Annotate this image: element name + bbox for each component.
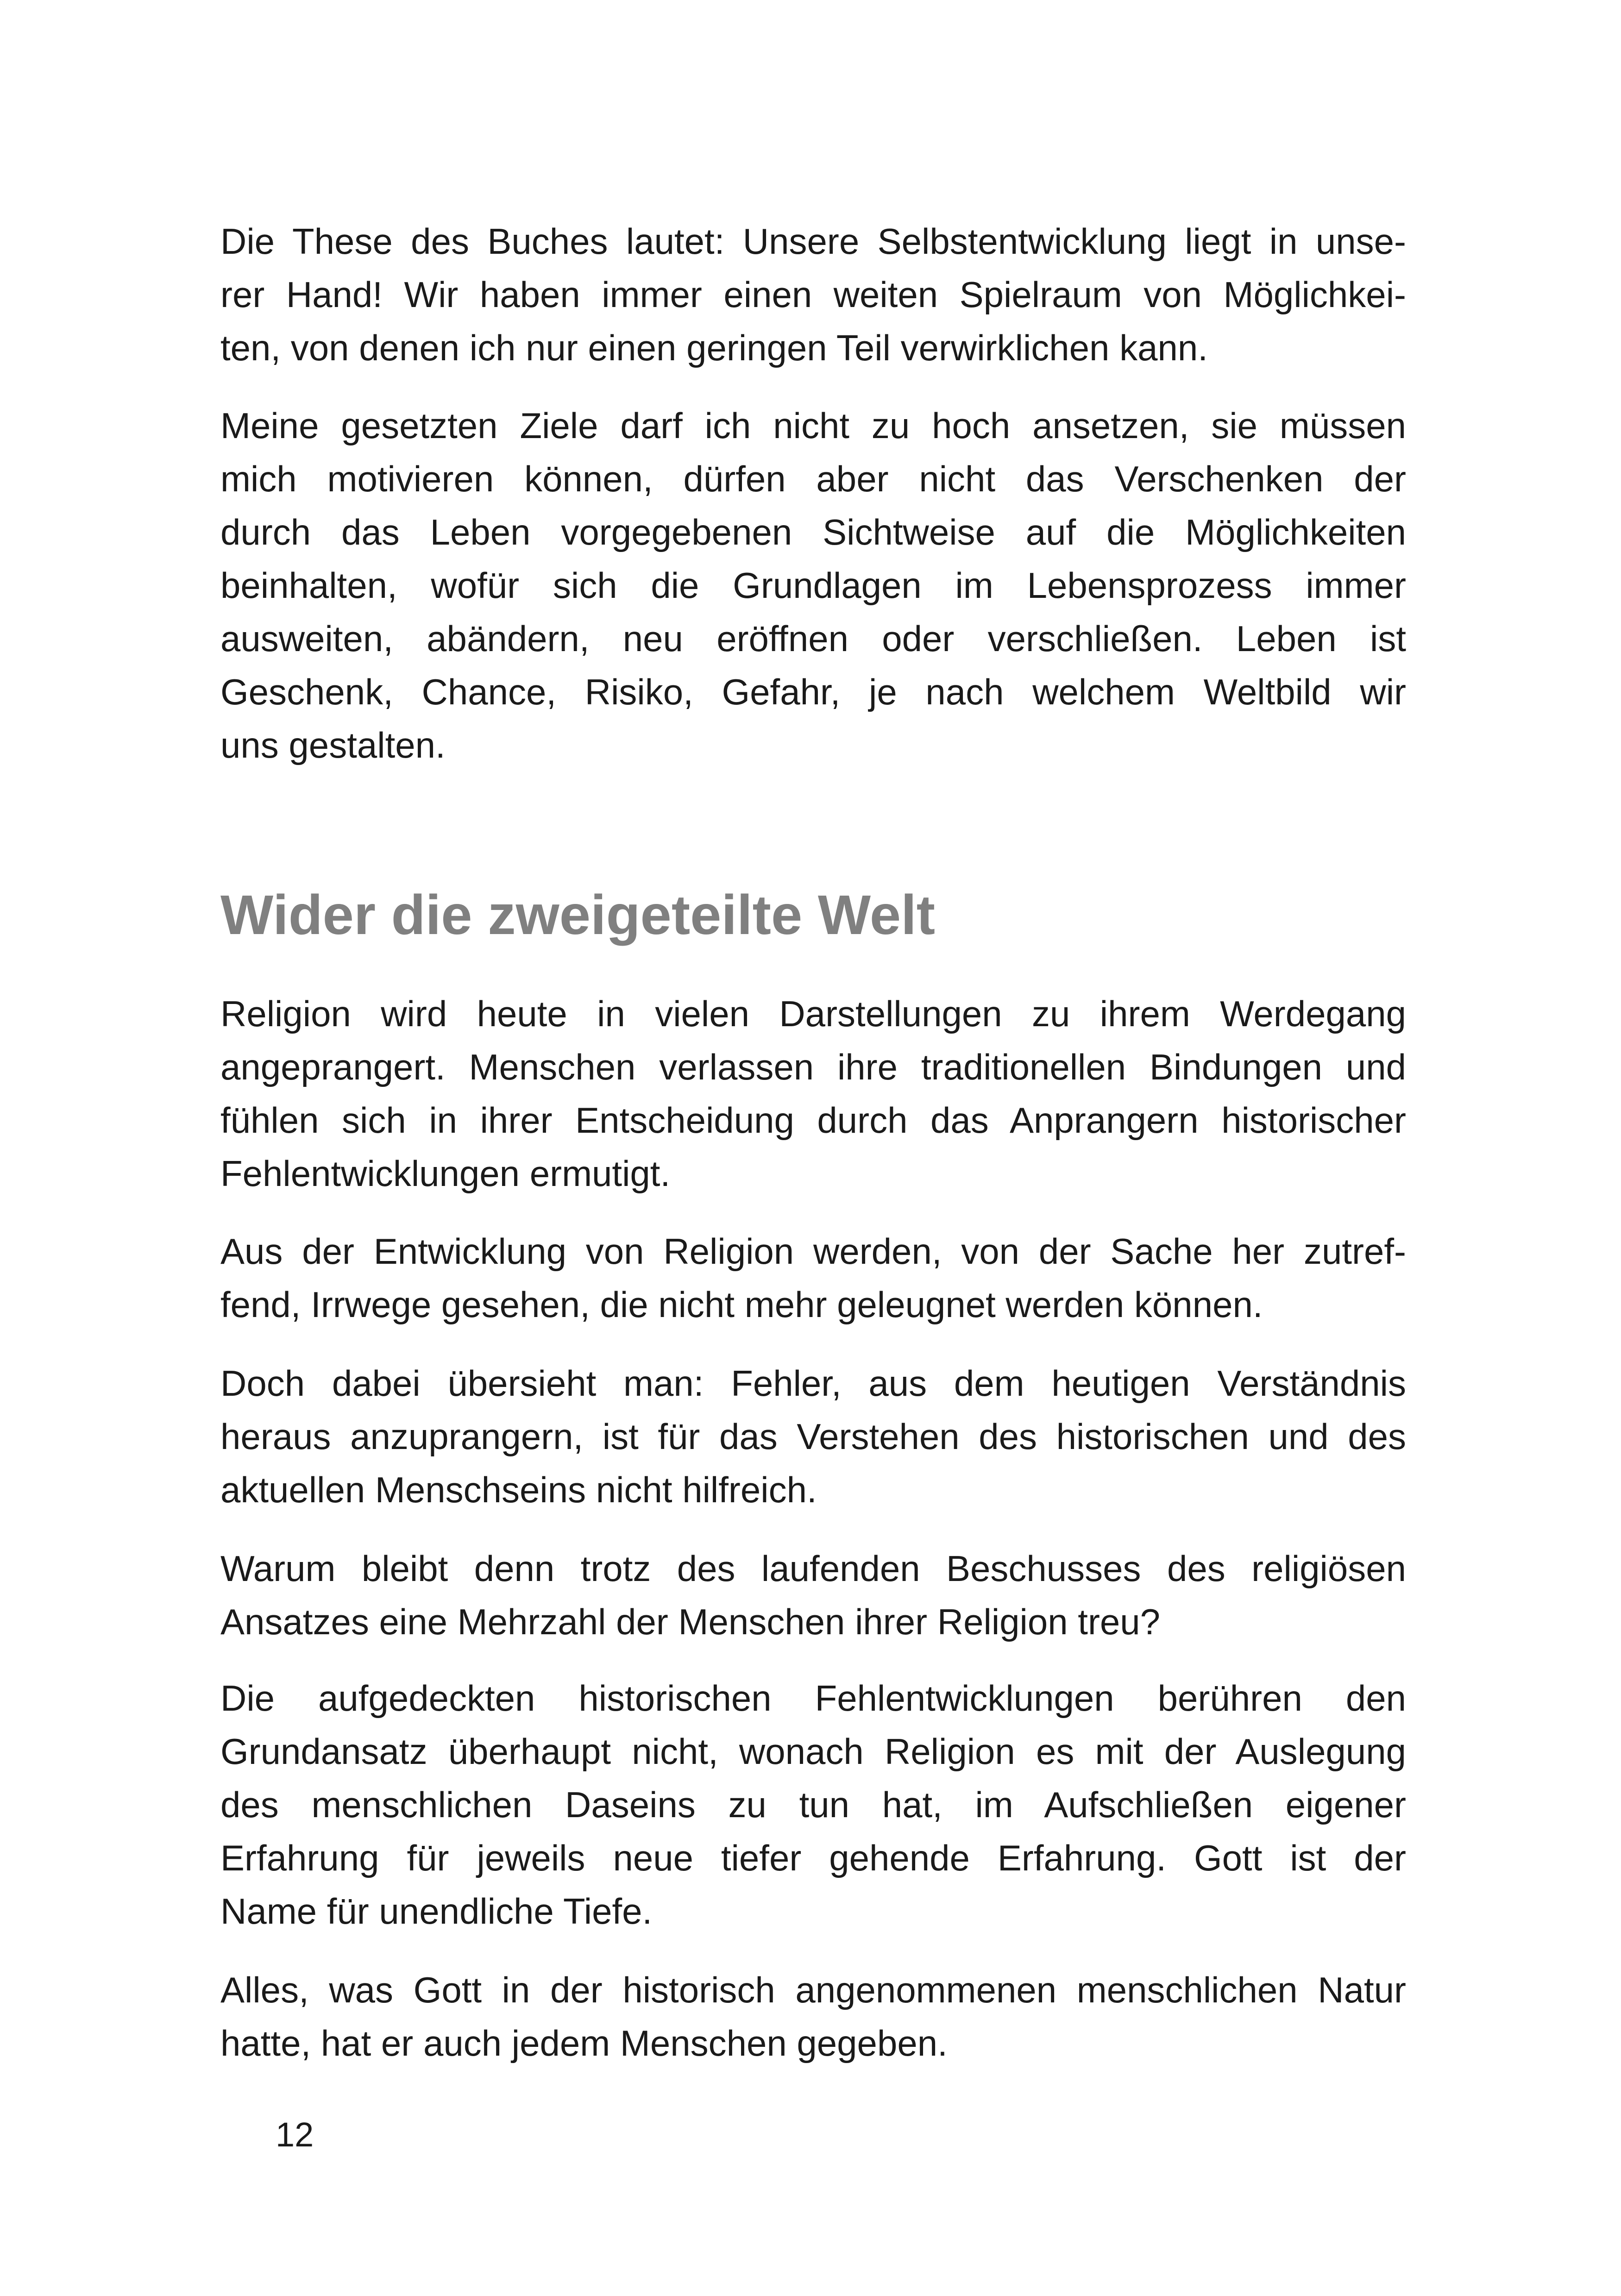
text-line: hatte, hat er auch jedem Menschen gegeben. xyxy=(220,2023,948,2064)
text-line: mich motivieren können, dürfen aber nicht das Verschenken der xyxy=(220,458,1406,499)
text-line: heraus anzuprangern, ist für das Verstehen des historischen und des xyxy=(220,1416,1406,1457)
section-paragraph-4 xyxy=(220,1542,1406,1649)
text-line: Grundansatz überhaupt nicht, wonach Religion es mit der Auslegung xyxy=(220,1731,1406,1772)
section-paragraph-6 xyxy=(220,1964,1406,2070)
text-line: durch das Leben vorgegebenen Sichtweise auf die Möglichkeiten xyxy=(220,512,1406,552)
text-line: rer Hand! Wir haben immer einen weiten Spielraum von Möglichkei- xyxy=(220,274,1406,315)
text-line: Meine gesetzten Ziele darf ich nicht zu hoch ansetzen, sie müssen xyxy=(220,405,1406,446)
intro-paragraph-1 xyxy=(220,215,1406,375)
text-line: Die These des Buches lautet: Unsere Selbstentwicklung liegt in unse- xyxy=(220,221,1406,262)
text-line: Name für unendliche Tiefe. xyxy=(220,1891,653,1932)
text-line: aktuellen Menschseins nicht hilfreich. xyxy=(220,1469,817,1510)
text-line: Religion wird heute in vielen Darstellungen zu ihrem Werdegang xyxy=(220,993,1406,1034)
text-line: Alles, was Gott in der historisch angenommenen menschlichen Natur xyxy=(220,1970,1406,2010)
text-line: beinhalten, wofür sich die Grundlagen im Lebensprozess immer xyxy=(220,565,1406,606)
text-line: Ansatzes eine Mehrzahl der Menschen ihrer Religion treu? xyxy=(220,1601,1161,1642)
section-paragraph-1 xyxy=(220,987,1406,1200)
text-line: Erfahrung für jeweils neue tiefer gehende Erfahrung. Gott ist der xyxy=(220,1838,1406,1878)
text-line: des menschlichen Daseins zu tun hat, im Aufschließen eigener xyxy=(220,1784,1406,1825)
section-paragraph-2 xyxy=(220,1225,1406,1331)
text-line: Warum bleibt denn trotz des laufenden Beschusses des religiösen xyxy=(220,1548,1406,1589)
intro-paragraph-2 xyxy=(220,399,1406,772)
text-line: fend, Irrwege gesehen, die nicht mehr geleugnet werden können. xyxy=(220,1284,1263,1325)
section-heading: Wider die zweigeteilte Welt xyxy=(220,883,936,946)
text-line: fühlen sich in ihrer Entscheidung durch das Anprangern historischer xyxy=(220,1100,1406,1141)
text-line: ausweiten, abändern, neu eröffnen oder verschließen. Leben ist xyxy=(220,618,1406,659)
text-line: Aus der Entwicklung von Religion werden, von der Sache her zutref- xyxy=(220,1231,1406,1272)
text-line: Doch dabei übersieht man: Fehler, aus dem heutigen Verständnis xyxy=(220,1363,1406,1404)
text-line: Geschenk, Chance, Risiko, Gefahr, je nach welchem Weltbild wir xyxy=(220,671,1406,712)
section-paragraph-3 xyxy=(220,1357,1406,1517)
text-line: Die aufgedeckten historischen Fehlentwicklungen berühren den xyxy=(220,1678,1406,1719)
section-paragraph-5 xyxy=(220,1672,1406,1938)
text-line: uns gestalten. xyxy=(220,725,446,765)
page-number: 12 xyxy=(276,2115,314,2154)
text-line: ten, von denen ich nur einen geringen Teil verwirklichen kann. xyxy=(220,327,1208,368)
text-line: Fehlentwicklungen ermutigt. xyxy=(220,1153,671,1194)
text-line: angeprangert. Menschen verlassen ihre traditionellen Bindungen und xyxy=(220,1047,1406,1087)
